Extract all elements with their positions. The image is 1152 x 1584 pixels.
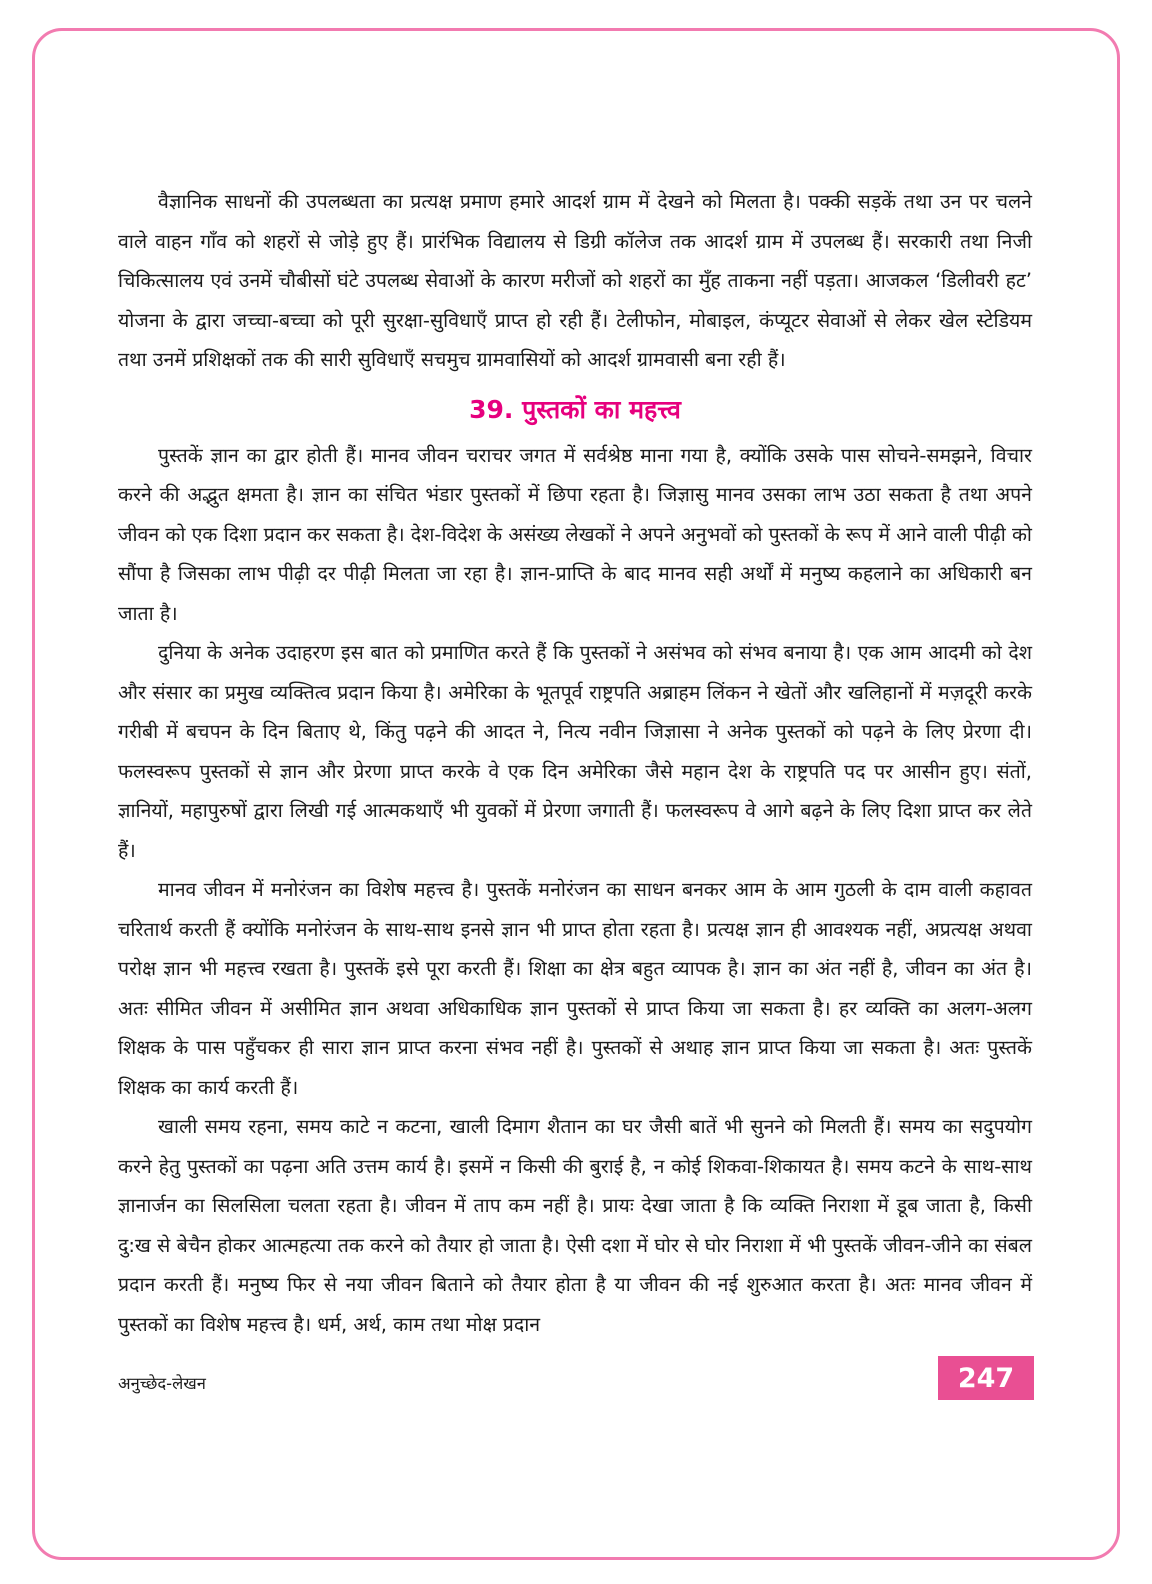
paragraph-2: दुनिया के अनेक उदाहरण इस बात को प्रमाणित करते हैं कि पुस्तकों ने असंभव को संभव बनाया है। एक आम आदमी को देश और संसार का प्रमुख व्यक्तित्व प्रदान किया है। अमेरिका के भूतपूर्व राष्ट्रपति अब्राहम लिंकन ने खेतों और खलिहानों में मज़दूरी करके गरीबी में बचपन के दिन बिताए थे, किंतु पढ़ने की आदत ने, नित्य नवीन जिज्ञासा ने अनेक पुस्तकों को पढ़ने के लिए प्रेरणा दी। फलस्वरूप पुस्तकों से ज्ञान और प्रेरणा प्राप्त करके वे एक दिन अमेरिका जैसे महान देश के राष्ट्रपति पद पर आसीन हुए। संतों, ज्ञानियों, महापुरुषों द्वारा लिखी गई आत्मकथाएँ भी युवकों में प्रेरणा जगाती हैं। फलस्वरूप वे आगे बढ़ने के लिए दिशा प्राप्त कर लेते हैं। <box>118 641 1032 862</box>
page-number: 247 <box>957 1362 1015 1394</box>
section-heading: 39. पुस्तकों का महत्त्व <box>469 394 681 424</box>
page-content <box>118 182 1032 1344</box>
page-number-badge <box>938 1356 1034 1400</box>
paragraph-3: मानव जीवन में मनोरंजन का विशेष महत्त्व है। पुस्तकें मनोरंजन का साधन बनकर आम के आम गुठली के दाम वाली कहावत चरितार्थ करती हैं क्योंकि मनोरंजन के साथ-साथ इनसे ज्ञान भी प्राप्त होता रहता है। प्रत्यक्ष ज्ञान ही आवश्यक नहीं, अप्रत्यक्ष अथवा परोक्ष ज्ञान भी महत्त्व रखता है। पुस्तकें इसे पूरा करती हैं। शिक्षा का क्षेत्र बहुत व्यापक है। ज्ञान का अंत नहीं है, जीवन का अंत है। अतः सीमित जीवन में असीमित ज्ञान अथवा अधिकाधिक ज्ञान पुस्तकों से प्राप्त किया जा सकता है। हर व्यक्ति का अलग-अलग शिक्षक के पास पहुँचकर ही सारा ज्ञान प्राप्त करना संभव नहीं है। पुस्तकों से अथाह ज्ञान प्राप्त किया जा सकता है। अतः पुस्तकें शिक्षक का कार्य करती हैं। <box>118 878 1033 1099</box>
paragraph-4: खाली समय रहना, समय काटे न कटना, खाली दिमाग शैतान का घर जैसी बातें भी सुनने को मिलती हैं। समय का सदुपयोग करने हेतु पुस्तकों का पढ़ना अति उत्तम कार्य है। इसमें न किसी की बुराई है, न कोई शिकवा-शिकायत है। समय कटने के साथ-साथ ज्ञानार्जन का सिलसिला चलता रहता है। जीवन में ताप कम नहीं है। प्रायः देखा जाता है कि व्यक्ति निराशा में डूब जाता है, किसी दु:ख से बेचैन होकर आत्महत्या तक करने को तैयार हो जाता है। ऐसी दशा में घोर से घोर निराशा में भी पुस्तकें जीवन-जीने का संबल प्रदान करती हैं। मनुष्य फिर से नया जीवन बिताने को तैयार होता है या जीवन की नई शुरुआत करता है। अतः मानव जीवन में पुस्तकों का विशेष महत्त्व है। धर्म, अर्थ, काम तथा मोक्ष प्रदान <box>118 1115 1032 1336</box>
paragraph-1: पुस्तकें ज्ञान का द्वार होती हैं। मानव जीवन चराचर जगत में सर्वश्रेष्ठ माना गया है, क्योंकि उसके पास सोचने-समझने, विचार करने की अद्भुत क्षमता है। ज्ञान का संचित भंडार पुस्तकों में छिपा रहता है। जिज्ञासु मानव उसका लाभ उठा सकता है तथा अपने जीवन को एक दिशा प्रदान कर सकता है। देश-विदेश के असंख्य लेखकों ने अपने अनुभवों को पुस्तकों के रूप में आने वाली पीढ़ी को सौंपा है जिसका लाभ पीढ़ी दर पीढ़ी मिलता जा रहा है। ज्ञान-प्राप्ति के बाद मानव सही अर्थों में मनुष्य कहलाने का अधिकारी बन जाता है। <box>118 443 1032 625</box>
footer-chapter-label: अनुच्छेद-लेखन <box>118 1374 206 1393</box>
page-footer <box>118 1356 1034 1400</box>
intro-paragraph: वैज्ञानिक साधनों की उपलब्धता का प्रत्यक्ष प्रमाण हमारे आदर्श ग्राम में देखने को मिलता है। पक्की सड़कें तथा उन पर चलने वाले वाहन गाँव को शहरों से जोड़े हुए हैं। प्रारंभिक विद्यालय से डिग्री कॉलेज तक आदर्श ग्राम में उपलब्ध हैं। सरकारी तथा निजी चिकित्सालय एवं उनमें चौबीसों घंटे उपलब्ध सेवाओं के कारण मरीजों को शहरों का मुँह ताकना नहीं पड़ता। आजकल ‘डिलीवरी हट’ योजना के द्वारा जच्चा-बच्चा को पूरी सुरक्षा-सुविधाएँ प्राप्त हो रही हैं। टेलीफोन, मोबाइल, कंप्यूटर सेवाओं से लेकर खेल स्टेडियम तथा उनमें प्रशिक्षकों तक की सारी सुविधाएँ सचमुच ग्रामवासियों को आदर्श ग्रामवासी बना रही हैं। <box>118 190 1032 371</box>
